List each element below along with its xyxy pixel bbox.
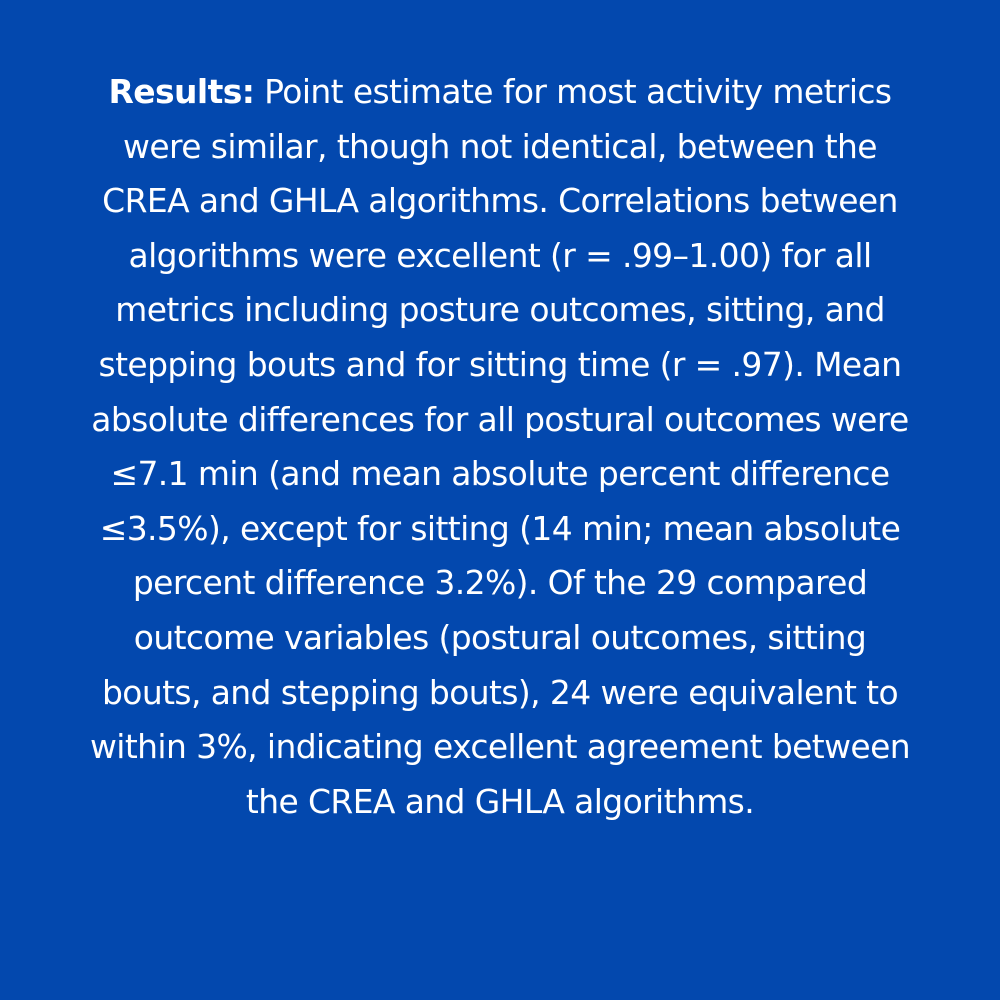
text-line: outcome variables (postural outcomes, sitting	[133, 617, 867, 657]
text-line-content: Point estimate for most activity metrics	[254, 72, 892, 111]
text-line: within 3%, indicating excellent agreement between	[89, 727, 911, 767]
text-line: the CREA and GHLA algorithms.	[245, 781, 755, 821]
text-line: absolute differences for all postural outcomes were	[91, 399, 909, 439]
text-line: bouts, and stepping bouts), 24 were equivalent to	[101, 672, 899, 712]
text-line: stepping bouts and for sitting time (r = .97). Mean	[98, 344, 902, 384]
results-label: Results:	[108, 72, 255, 111]
text-line: metrics including posture outcomes, sitting, and	[115, 290, 885, 330]
text-line: percent difference 3.2%). Of the 29 compared	[132, 563, 868, 603]
text-line: were similar, though not identical, between the	[123, 126, 877, 166]
text-line: ≤7.1 min (and mean absolute percent difference	[110, 454, 890, 494]
results-slide	[0, 65, 1000, 829]
text-line	[5, 65, 995, 120]
text-line: algorithms were excellent (r = .99–1.00) for all	[128, 235, 872, 275]
text-line: ≤3.5%), except for sitting (14 min; mean absolute	[99, 508, 901, 548]
text-line: CREA and GHLA algorithms. Correlations between	[102, 181, 898, 221]
results-paragraph	[4, 65, 996, 829]
